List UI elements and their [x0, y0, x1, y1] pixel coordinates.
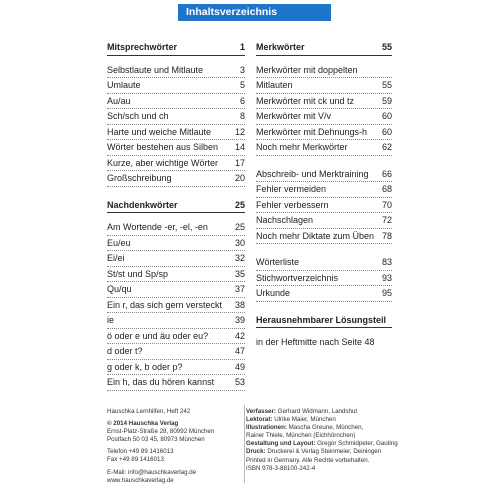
imprint-credits — [246, 408, 406, 473]
toc-entry-page: 35 — [234, 268, 245, 279]
toc-entry — [107, 94, 245, 110]
toc-entry — [256, 255, 392, 271]
toc-entry — [107, 375, 245, 391]
printer-name: Druckerei & Verlag Steinmeier, Deiningen — [267, 448, 382, 456]
toc-entry-page: 83 — [381, 257, 392, 267]
imprint-postbox: Postfach 50 03 45, 80973 München — [107, 436, 205, 444]
toc-entry-page: 14 — [234, 142, 245, 152]
toc-entry — [256, 109, 392, 125]
toc-entry — [107, 156, 245, 172]
toc-entry-page: 55 — [381, 80, 392, 90]
toc-entry-label: Merkwörter mit Dehnungs-h — [256, 126, 368, 137]
toc-entry-label: Umlaute — [107, 80, 141, 90]
toc-heading-label: Mitsprechwörter — [107, 42, 178, 52]
toc-entry — [256, 271, 392, 287]
toc-entry-page: 70 — [381, 199, 392, 210]
toc-entry-page: 47 — [234, 346, 245, 356]
toc-entry — [107, 63, 245, 79]
toc-entry-label: Ein h, das du hören kannst — [107, 377, 215, 387]
toc-entry-page: 39 — [234, 315, 245, 325]
toc-entry-label: Wörter bestehen aus Silben — [107, 142, 219, 152]
toc-entry-page: 32 — [234, 253, 245, 263]
imprint-fax: Fax +49 89 1416013 — [107, 456, 164, 464]
toc-section-heading — [256, 313, 392, 329]
toc-entry-label: Eu/eu — [107, 237, 131, 248]
toc-entry-label: Ein r, das sich gern versteckt — [107, 299, 223, 310]
editor-label: Lektorat: — [246, 416, 273, 424]
toc-right-column — [256, 40, 392, 351]
toc-entry — [107, 313, 245, 329]
toc-entry-label: Noch mehr Diktate zum Üben — [256, 230, 375, 241]
illustrations-label: Illustrationen: — [246, 424, 287, 432]
isbn: ISBN 978-3-88100-242-4 — [246, 464, 316, 472]
toc-entry — [107, 78, 245, 94]
toc-entry — [107, 298, 245, 314]
toc-entry-label: Kurze, aber wichtige Wörter — [107, 157, 219, 168]
toc-entry — [256, 198, 392, 214]
toc-entry — [107, 220, 245, 236]
imprint-web: www.hauschkaverlag.de — [107, 476, 174, 484]
toc-entry — [107, 329, 245, 345]
toc-entry — [107, 267, 245, 283]
toc-section-heading — [107, 40, 245, 56]
toc-left-column — [107, 40, 245, 391]
toc-heading-page: 55 — [381, 42, 392, 52]
toc-entry-page: 95 — [381, 288, 392, 298]
toc-entry-page: 37 — [234, 284, 245, 294]
toc-entry-page: 17 — [234, 157, 245, 168]
toc-entry-label: Selbstlaute und Mitlaute — [107, 64, 204, 75]
toc-entry-label: Großschreibung — [107, 173, 172, 183]
toc-entry — [107, 344, 245, 360]
toc-entry — [107, 140, 245, 156]
toc-entry-page: 72 — [381, 215, 392, 225]
toc-entry-label: Fehler verbessern — [256, 199, 329, 210]
toc-entry-page: 66 — [381, 168, 392, 179]
author-label: Verfasser: — [246, 408, 276, 415]
toc-entry — [107, 109, 245, 125]
toc-entry-page: 68 — [381, 184, 392, 194]
imprint-email: E-Mail: info@hauschkaverlag.de — [107, 468, 197, 476]
toc-section-heading — [107, 198, 245, 214]
toc-entry — [256, 213, 392, 229]
toc-entry-page: 6 — [239, 95, 245, 106]
toc-entry-label: Qu/qu — [107, 284, 132, 294]
toc-entry-label: Ei/ei — [107, 253, 125, 263]
toc-section-heading — [256, 40, 392, 56]
toc-entry-page: 8 — [239, 111, 245, 121]
toc-entry-label: Urkunde — [256, 288, 291, 298]
toc-entry — [107, 236, 245, 252]
toc-entry — [107, 171, 245, 187]
imprint-phone: Telefon +49 89 1416013 — [107, 448, 174, 456]
toc-entry-label: Abschreib- und Merktraining — [256, 168, 369, 179]
toc-banner: Inhaltsverzeichnis — [178, 4, 331, 21]
imprint-copyright: © 2014 Hauschka Verlag — [107, 420, 179, 428]
print-label: Druck: — [246, 448, 266, 456]
toc-entry-label: Stichwortverzeichnis — [256, 272, 339, 283]
toc-entry-label: Nachschlagen — [256, 215, 314, 225]
toc-entry-page: 60 — [381, 111, 392, 121]
toc-entry-page: 42 — [234, 330, 245, 341]
toc-entry — [256, 167, 392, 183]
toc-entry-label: ö oder e und äu oder eu? — [107, 330, 209, 341]
toc-entry-page: 60 — [381, 126, 392, 137]
toc-entry-page: 53 — [234, 377, 245, 387]
toc-entry-page: 5 — [239, 80, 245, 90]
toc-heading-page: 25 — [234, 199, 245, 210]
toc-entry — [256, 229, 392, 245]
toc-heading-label: Nachdenkwörter — [107, 199, 178, 210]
toc-entry-label: Mitlauten — [256, 80, 293, 90]
toc-entry — [256, 140, 392, 156]
toc-entry — [256, 94, 392, 110]
toc-entry-page: 12 — [234, 126, 245, 137]
toc-entry-page: 59 — [381, 95, 392, 106]
toc-entry-page: 38 — [234, 299, 245, 310]
editor-name: Ulrike Maier, München — [274, 416, 336, 424]
toc-entry — [107, 360, 245, 376]
toc-entry-page: 30 — [234, 237, 245, 248]
toc-entry — [107, 251, 245, 267]
toc-entry-page: 93 — [381, 272, 392, 283]
toc-entry-label: Sch/sch und ch — [107, 111, 169, 121]
toc-entry-label: g oder k, b oder p? — [107, 361, 183, 372]
toc-entry-page: 62 — [381, 142, 392, 152]
toc-entry — [256, 286, 392, 302]
toc-entry-label: in der Heftmitte nach Seite 48 — [256, 337, 375, 347]
toc-heading-label: Herausnehmbarer Lösungsteil — [256, 314, 387, 325]
toc-entry-label: Au/au — [107, 95, 131, 106]
imprint-address: Ernst-Platz-Straße 28, 80992 München — [107, 428, 215, 436]
toc-entry-label: St/st und Sp/sp — [107, 268, 169, 279]
printed-in: Printed in Germany. Alle Rechte vorbehalten. — [246, 456, 370, 464]
toc-entry-page: 78 — [381, 230, 392, 241]
illustrator-1: Mascha Greune, München, — [288, 424, 364, 432]
toc-entry-label: d oder t? — [107, 346, 143, 356]
toc-entry-page: 49 — [234, 361, 245, 372]
toc-entry-label: Am Wortende -er, -el, -en — [107, 222, 208, 232]
author-name: Gerhard Widmann, Landshut — [277, 408, 358, 415]
toc-entry-label: Merkwörter mit ck und tz — [256, 95, 355, 106]
toc-entry — [256, 63, 392, 79]
toc-entry-page: 20 — [234, 173, 245, 183]
illustrator-2: Rainer Thiele, München (Eichhörnchen) — [246, 432, 356, 440]
toc-entry — [256, 182, 392, 198]
toc-entry-page: 3 — [239, 64, 245, 75]
designer-name: Gregor Schmidpeter, Gauting — [317, 440, 398, 448]
toc-entry-label: Fehler vermeiden — [256, 184, 327, 194]
toc-entry-page: 25 — [234, 222, 245, 232]
imprint-series: Hauschka Lernhilfen, Heft 242 — [107, 408, 191, 415]
toc-heading-page: 1 — [239, 42, 245, 52]
design-label: Gestaltung und Layout: — [246, 440, 316, 448]
toc-entry-label: ie — [107, 315, 115, 325]
imprint-publisher — [107, 408, 242, 485]
toc-entry-label: Wörterliste — [256, 257, 300, 267]
toc-entry-label: Merkwörter mit V/v — [256, 111, 332, 121]
toc-entry — [256, 335, 392, 351]
toc-heading-label: Merkwörter — [256, 42, 305, 52]
toc-entry — [256, 78, 392, 94]
toc-entry-label: Merkwörter mit doppelten — [256, 64, 358, 75]
toc-entry-label: Noch mehr Merkwörter — [256, 142, 348, 152]
toc-entry — [107, 125, 245, 141]
toc-entry — [256, 125, 392, 141]
toc-entry-label: Harte und weiche Mitlaute — [107, 126, 212, 137]
footer-divider — [244, 405, 245, 483]
toc-entry — [107, 282, 245, 298]
